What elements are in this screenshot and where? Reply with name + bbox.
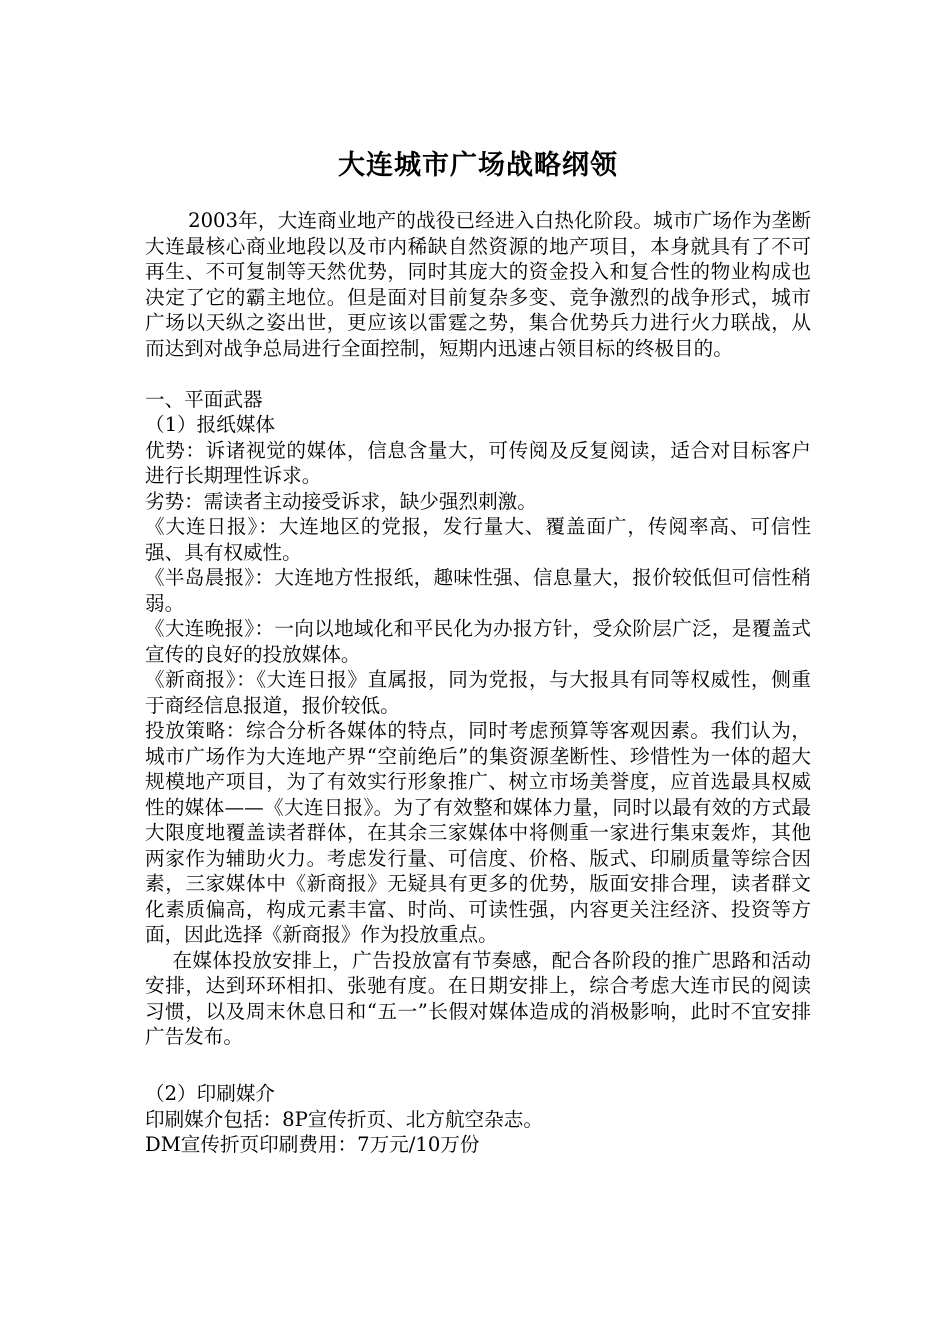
advantage-paragraph: 优势：诉诸视觉的媒体，信息含量大，可传阅及反复阅读，适合对目标客户进行长期理性诉求。 bbox=[145, 438, 811, 487]
schedule-paragraph: 在媒体投放安排上，广告投放富有节奏感，配合各阶段的推广思路和活动安排，达到环环相扣、张驰有度。在日期安排上，综合考虑大连市民的阅读习惯，以及周末休息日和“五一”长假对媒体造成的消极影响，此时不宜安排广告发布。 bbox=[145, 948, 811, 1048]
newspaper-peninsula-morning: 《半岛晨报》：大连地方性报纸，趣味性强、信息量大，报价较低但可信性稍弱。 bbox=[145, 566, 811, 615]
newspaper-new-commerce: 《新商报》：《大连日报》直属报，同为党报，与大报具有同等权威性，侧重于商经信息报道，报价较低。 bbox=[145, 668, 811, 717]
subsection-heading: （2）印刷媒介 bbox=[145, 1082, 276, 1105]
print-media-includes: 印刷媒介包括：8P宣传折页、北方航空杂志。 bbox=[145, 1107, 543, 1131]
newspaper-dalian-daily: 《大连日报》：大连地区的党报，发行量大、覆盖面广，传阅率高、可信性强、具有权威性。 bbox=[145, 515, 811, 564]
page-title: 大连城市广场战略纲领 bbox=[338, 150, 618, 181]
paragraph-spacer bbox=[145, 361, 811, 387]
document-body bbox=[145, 208, 811, 1158]
paragraph-spacer bbox=[145, 1050, 811, 1076]
section-heading: 一、平面武器 bbox=[145, 387, 263, 411]
intro-paragraph: 2003年，大连商业地产的战役已经进入白热化阶段。城市广场作为垄断大连最核心商业地段以及市内稀缺自然资源的地产项目，本身就具有了不可再生、不可复制等天然优势，同时其庞大的资金投入和复合性的物业构成也决定了它的霸主地位。但是面对目前复杂多变、竞争激烈的战争形式，城市广场以天纵之姿出世，更应该以雷霆之势，集合优势兵力进行火力联战，从而达到对战争总局进行全面控制，短期内迅速占领目标的终极目的。 bbox=[145, 209, 811, 360]
subsection-heading: （1）报纸媒体 bbox=[145, 413, 276, 436]
disadvantage-paragraph: 劣势：需读者主动接受诉求，缺少强烈刺激。 bbox=[145, 489, 537, 513]
strategy-paragraph: 投放策略：综合分析各媒体的特点，同时考虑预算等客观因素。我们认为，城市广场作为大连地产界“空前绝后”的集资源垄断性、珍惜性为一体的超大规模地产项目，为了有效实行形象推广、树立市场美誉度，应首选最具权威性的媒体——《大连日报》。为了有效整和媒体力量，同时以最有效的方式最大限度地覆盖读者群体，在其余三家媒体中将侧重一家进行集束轰炸，其他两家作为辅助火力。考虑发行量、可信度、价格、版式、印刷质量等综合因素，三家媒体中《新商报》无疑具有更多的优势，版面安排合理，读者群文化素质偏高，构成元素丰富、时尚、可读性强，内容更关注经济、投资等方面，因此选择《新商报》作为投放重点。 bbox=[145, 719, 811, 946]
print-cost: DM宣传折页印刷费用：7万元/10万份 bbox=[145, 1133, 480, 1156]
newspaper-dalian-evening: 《大连晚报》：一向以地域化和平民化为办报方针，受众阶层广泛，是覆盖式宣传的良好的投放媒体。 bbox=[145, 617, 811, 666]
